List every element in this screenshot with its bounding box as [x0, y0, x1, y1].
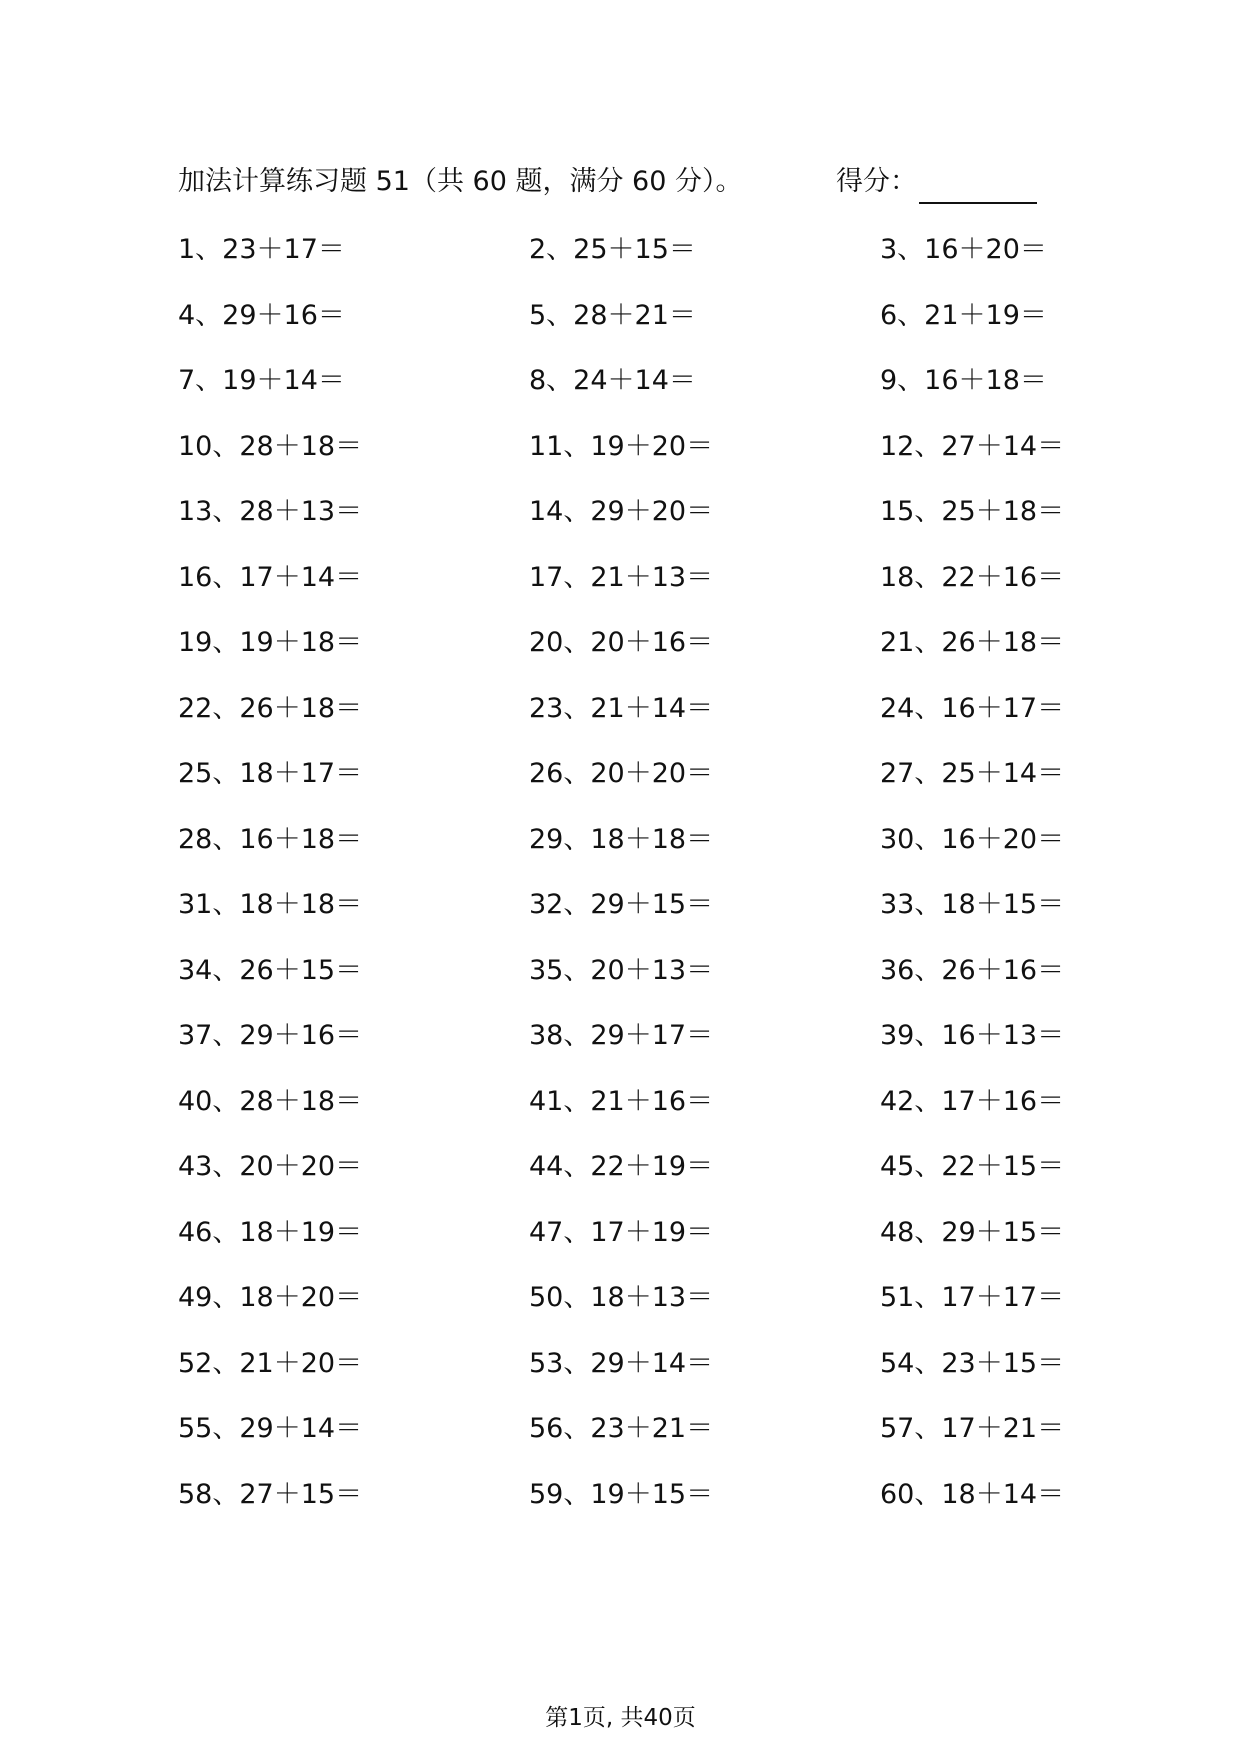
score-label: 得分：	[836, 166, 917, 197]
problem-item: 54、23＋15＝	[880, 1347, 1065, 1379]
problem-item: 20、20＋16＝	[529, 627, 714, 658]
problem-item: 13、28＋13＝	[178, 496, 363, 527]
problem-item: 30、16＋20＝	[880, 823, 1065, 855]
score-field	[836, 160, 1037, 204]
problem-item: 43、20＋20＝	[178, 1151, 363, 1182]
problem-item: 37、29＋16＝	[178, 1020, 363, 1051]
problem-item: 45、22＋15＝	[880, 1151, 1065, 1182]
problem-item: 17、21＋13＝	[529, 561, 714, 593]
problem-item: 49、18＋20＝	[178, 1282, 363, 1313]
problem-item: 11、19＋20＝	[529, 430, 714, 462]
problem-item: 10、28＋18＝	[178, 430, 363, 462]
problem-item: 24、16＋17＝	[880, 692, 1065, 724]
problem-item: 14、29＋20＝	[529, 496, 714, 527]
problem-item: 32、29＋15＝	[529, 889, 714, 920]
problem-grid	[178, 228, 1065, 1538]
problem-item: 28、16＋18＝	[178, 823, 363, 855]
problem-item: 21、26＋18＝	[880, 627, 1065, 658]
problem-item: 27、25＋14＝	[880, 758, 1065, 789]
problem-item: 57、17＋21＝	[880, 1413, 1065, 1444]
problem-item: 56、23＋21＝	[529, 1413, 714, 1444]
page-number-footer: 第1页, 共40页	[545, 1705, 696, 1731]
problem-item: 31、18＋18＝	[178, 889, 363, 920]
worksheet-header	[178, 160, 1058, 204]
problem-item: 12、27＋14＝	[880, 430, 1065, 462]
problem-item: 22、26＋18＝	[178, 692, 363, 724]
problem-item: 35、20＋13＝	[529, 954, 714, 986]
problem-item: 41、21＋16＝	[529, 1085, 714, 1117]
problem-item: 23、21＋14＝	[529, 692, 714, 724]
problem-item: 33、18＋15＝	[880, 889, 1065, 920]
problem-item: 29、18＋18＝	[529, 823, 714, 855]
score-blank-line	[919, 172, 1037, 204]
problem-item: 8、24＋14＝	[529, 365, 696, 396]
problem-item: 34、26＋15＝	[178, 954, 363, 986]
problem-item: 1、23＋17＝	[178, 234, 345, 265]
problem-item: 7、19＋14＝	[178, 365, 345, 396]
problem-item: 4、29＋16＝	[178, 299, 345, 331]
worksheet-title: 加法计算练习题 51（共 60 题，满分 60 分）。	[178, 166, 743, 197]
problem-item: 48、29＋15＝	[880, 1216, 1065, 1248]
problem-item: 46、18＋19＝	[178, 1216, 363, 1248]
problem-item: 18、22＋16＝	[880, 561, 1065, 593]
problem-item: 51、17＋17＝	[880, 1282, 1065, 1313]
problem-item: 9、16＋18＝	[880, 365, 1047, 396]
problem-item: 26、20＋20＝	[529, 758, 714, 789]
problem-item: 5、28＋21＝	[529, 299, 696, 331]
problem-item: 6、21＋19＝	[880, 299, 1047, 331]
problem-item: 50、18＋13＝	[529, 1282, 714, 1313]
problem-item: 36、26＋16＝	[880, 954, 1065, 986]
problem-item: 25、18＋17＝	[178, 758, 363, 789]
problem-item: 47、17＋19＝	[529, 1216, 714, 1248]
problem-item: 53、29＋14＝	[529, 1347, 714, 1379]
problem-item: 55、29＋14＝	[178, 1413, 363, 1444]
problem-item: 44、22＋19＝	[529, 1151, 714, 1182]
problem-item: 52、21＋20＝	[178, 1347, 363, 1379]
problem-item: 60、18＋14＝	[880, 1478, 1065, 1510]
problem-item: 2、25＋15＝	[529, 234, 696, 265]
problem-item: 3、16＋20＝	[880, 234, 1047, 265]
problem-item: 38、29＋17＝	[529, 1020, 714, 1051]
problem-item: 19、19＋18＝	[178, 627, 363, 658]
problem-item: 15、25＋18＝	[880, 496, 1065, 527]
problem-item: 16、17＋14＝	[178, 561, 363, 593]
problem-item: 58、27＋15＝	[178, 1478, 363, 1510]
problem-item: 42、17＋16＝	[880, 1085, 1065, 1117]
problem-item: 59、19＋15＝	[529, 1478, 714, 1510]
problem-item: 40、28＋18＝	[178, 1085, 363, 1117]
problem-item: 39、16＋13＝	[880, 1020, 1065, 1051]
